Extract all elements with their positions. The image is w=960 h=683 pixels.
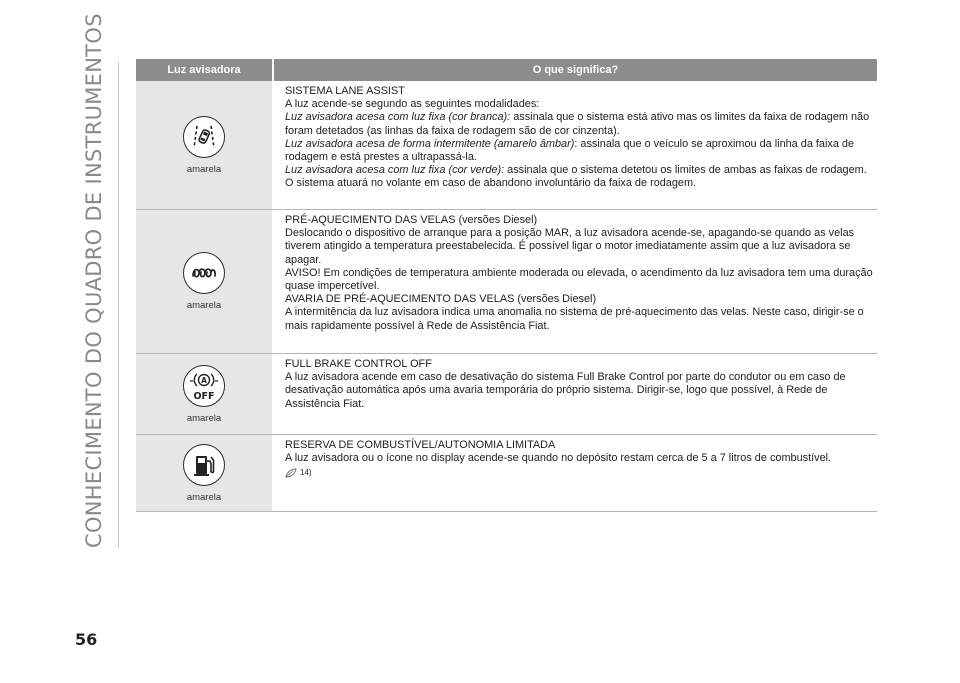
- fuel-pump-icon: [183, 444, 225, 486]
- meaning-cell: [274, 354, 877, 434]
- meaning-cell: [274, 435, 877, 511]
- mode-paragraph: Luz avisadora acesa com luz fixa (cor branca): assinala que o sistema está ativo mas os limites da faixa de rodagem não foram detetados (as linhas da faixa de rodagem são de cor cinzenta).: [285, 111, 870, 137]
- item-title: AVARIA DE PRÉ-AQUECIMENTO DAS VELAS (versões Diesel): [285, 293, 597, 306]
- item-text: A luz avisadora acende em caso de desativação do sistema Full Brake Control por parte do condutor ou em caso de desativação automática após uma avaria temporária do próprio sistema. Dirigir-se, logo que possível, à Rede de Assistência Fiat.: [285, 371, 846, 410]
- note-number: 14): [300, 468, 312, 478]
- color-label: amarela: [186, 163, 222, 175]
- icon-cell: [136, 81, 272, 209]
- color-label: amarela: [186, 412, 222, 424]
- color-label: amarela: [186, 300, 222, 311]
- leaf-icon: [285, 468, 297, 478]
- mode-paragraph: Luz avisadora acesa com luz fixa (cor verde): assinala que o sistema detetou os limites de ambas as faixas de rodagem. O sistema atuará no volante em caso de abandono involuntário da faixa de rodagem.: [285, 164, 867, 190]
- note-reference: [285, 466, 877, 479]
- table-row: [136, 81, 877, 210]
- header-meaning: O que significa?: [274, 59, 877, 81]
- glow-plug-icon: [183, 252, 225, 294]
- item-title: FULL BRAKE CONTROL OFF: [285, 358, 432, 370]
- warning-lights-table: [136, 59, 877, 512]
- warning-text: AVISO! Em condições de temperatura ambiente moderada ou elevada, o acendimento da luz avisadora tem uma duração quase impercetível.: [285, 266, 873, 293]
- section-side-title: CONHECIMENTO DO QUADRO DE INSTRUMENTOS: [82, 13, 106, 548]
- table-header: [136, 59, 877, 81]
- table-row: [136, 354, 877, 435]
- table-row: [136, 435, 877, 512]
- page-number: 56: [75, 630, 98, 649]
- full-brake-control-off-icon: [183, 365, 225, 407]
- color-label: amarela: [186, 491, 222, 503]
- table-row: [136, 210, 877, 354]
- icon-cell: [136, 354, 272, 434]
- mode-paragraph: Luz avisadora acesa de forma intermitente (amarelo âmbar): assinala que o veículo se aproximou da linha da faixa de rodagem e está prestes a ultrapassá-la.: [285, 137, 855, 164]
- item-text: A luz acende-se segundo as seguintes modalidades:: [285, 98, 540, 111]
- fbc-badge-text: A: [201, 375, 207, 385]
- side-divider: [118, 62, 119, 548]
- item-title: SISTEMA LANE ASSIST: [285, 85, 405, 97]
- item-text: A intermitência da luz avisadora indica uma anomalia no sistema de pré-aquecimento das velas. Neste caso, dirigir-se o mais rapidamente possível à Rede de Assistência Fiat.: [285, 306, 864, 332]
- meaning-cell: [274, 210, 877, 353]
- lane-assist-icon: [183, 116, 225, 158]
- fbc-off-text: OFF: [193, 390, 215, 402]
- icon-cell: [136, 435, 272, 511]
- item-text: Deslocando o dispositivo de arranque para a posição MAR, a luz avisadora acende-se, apagando-se quando as velas tiverem atingido a temperatura preestabelecida. É possível ligar o motor imediatamente assim que a luz avisadora se apagar.: [285, 227, 855, 266]
- header-warning-light: Luz avisadora: [136, 59, 272, 81]
- meaning-cell: [274, 81, 877, 209]
- icon-cell: [136, 210, 272, 353]
- item-title: PRÉ-AQUECIMENTO DAS VELAS (versões Diesel): [285, 214, 538, 226]
- item-text: A luz avisadora ou o ícone no display acende-se quando no depósito restam cerca de 5 a 7 litros de combustível.: [285, 452, 832, 465]
- item-title: RESERVA DE COMBUSTÍVEL/AUTONOMIA LIMITADA: [285, 439, 556, 451]
